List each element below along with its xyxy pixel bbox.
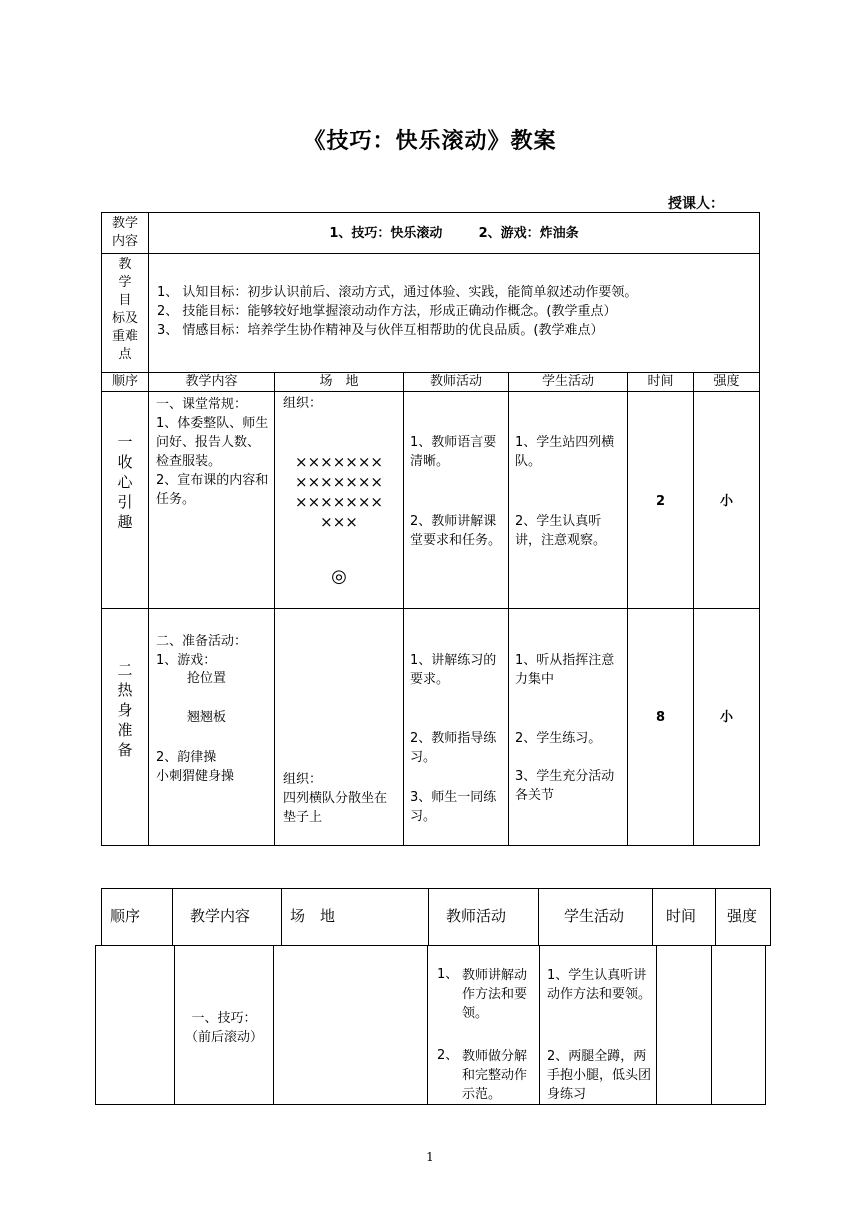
row2-game-1: 抢位置	[187, 671, 227, 686]
row1-content: 一、课堂常规： 1、体委整队、师生问好、报告人数、检查服装。 2、宣布课的内容和任务。	[156, 397, 269, 507]
row2-time: 8	[655, 710, 666, 725]
row2-order: 二 热 身 准 备	[117, 661, 133, 759]
row2-site: 组织： 四列横队分散坐在垫子上	[283, 772, 388, 825]
t2-header-teacher: 教师活动	[446, 907, 507, 925]
header-order: 顺序	[111, 374, 138, 389]
row1-teacher-1: 1、教师语言要清晰。	[410, 435, 497, 469]
row1-student-1: 1、学生站四列横队。	[515, 435, 615, 469]
header-teacher: 教师活动	[429, 374, 482, 389]
header-site: 场 地	[319, 374, 359, 389]
goal-skill: 2、 技能目标：能够较好地掌握滚动动作方法，形成正确动作概念。(教学重点）	[157, 304, 617, 319]
row1-intensity: 小	[719, 494, 733, 509]
row2-time-cell	[627, 608, 694, 846]
row2-intensity: 小	[719, 710, 733, 725]
row3-site-cell	[273, 945, 428, 1105]
row1-time: 2	[655, 494, 666, 509]
row2-rhythm: 2、韵律操 小刺猬健身操	[156, 750, 235, 784]
header-intensity: 强度	[713, 374, 740, 389]
row1-formation: ××××××× ××××××× ××××××× ×××	[295, 453, 383, 531]
t2-header-student: 学生活动	[564, 907, 625, 925]
row2-intensity-cell	[693, 608, 760, 846]
row1-student-2: 2、学生认真听讲，注意观察。	[515, 514, 607, 548]
content-value: 1、技巧：快乐滚动 2、游戏：炸油条	[329, 226, 579, 241]
header-time: 时间	[647, 374, 674, 389]
row3-teacher-2-num: 2、	[437, 1048, 459, 1063]
row1-teacher-cell	[403, 391, 509, 609]
row1-student-cell	[508, 391, 628, 609]
t2-header-content: 教学内容	[190, 907, 251, 925]
content-label: 教学 内容	[111, 216, 138, 249]
header-content: 教学内容	[185, 374, 238, 389]
row2-teacher-2: 2、教师指导练习。	[410, 731, 497, 765]
row2-student-1: 1、听从指挥注意力集中	[515, 653, 615, 687]
row3-teacher-1-num: 1、	[437, 967, 459, 982]
goal-cognitive: 1、 认知目标：初步认识前后、滚动方式，通过体验、实践，能简单叙述动作要领。	[157, 285, 638, 300]
page-number: 1	[426, 1150, 434, 1164]
row3-content: 一、技巧： （前后滚动）	[184, 1011, 263, 1045]
goal-emotion: 3、 情感目标：培养学生协作精神及与伙伴互相帮助的优良品质。(教学难点）	[157, 323, 604, 338]
row3-intensity-cell	[711, 945, 766, 1105]
t2-header-time: 时间	[666, 907, 697, 925]
t2-header-intensity: 强度	[727, 907, 758, 925]
row3-order-cell	[95, 945, 175, 1105]
page-title: 《技巧：快乐滚动》教案	[303, 129, 557, 154]
row3-time-cell	[656, 945, 712, 1105]
t2-header-order: 顺序	[110, 907, 141, 925]
row2-game-2: 翘翘板	[187, 710, 227, 725]
teacher-label: 授课人：	[668, 196, 724, 212]
row1-site-label: 组织：	[283, 396, 323, 411]
row3-teacher-1: 教师讲解动作方法和要领。	[462, 968, 528, 1021]
header-student: 学生活动	[541, 374, 594, 389]
t2-header-site: 场 地	[290, 907, 336, 925]
teacher-position-symbol: ◎	[331, 566, 347, 587]
row1-teacher-2: 2、教师讲解课堂要求和任务。	[410, 514, 502, 548]
row2-student-2: 2、学生练习。	[515, 731, 602, 746]
row2-student-cell	[508, 608, 628, 846]
goals-label: 教 学 目 标及 重难 点	[111, 257, 138, 362]
row2-student-3: 3、学生充分活动各关节	[515, 769, 615, 803]
row1-order: 一 收 心 引 趣	[117, 433, 133, 531]
row2-teacher-3: 3、师生一同练习。	[410, 790, 497, 824]
row2-teacher-1: 1、讲解练习的要求。	[410, 653, 497, 687]
row3-student-1: 1、学生认真听讲动作方法和要领。	[547, 968, 652, 1002]
row2-content-header: 二、准备活动： 1、游戏：	[156, 634, 248, 668]
row3-teacher-2: 教师做分解和完整动作示范。	[462, 1049, 528, 1102]
row3-student-2: 2、两腿全蹲，两手抱小腿，低头团身练习	[547, 1049, 652, 1102]
